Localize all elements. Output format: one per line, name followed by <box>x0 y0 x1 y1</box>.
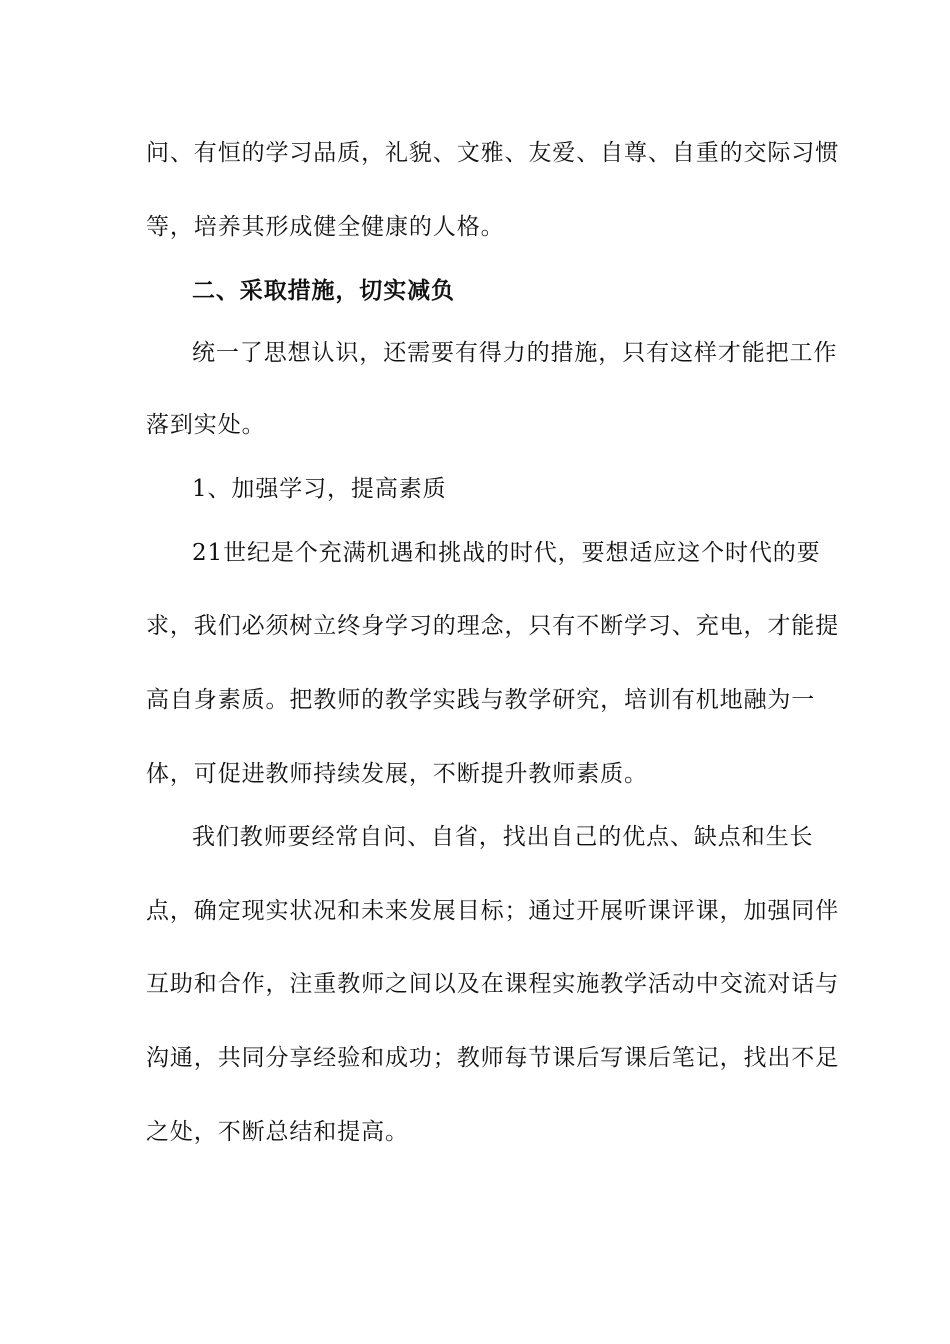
body-text-line: 沟通，共同分享经验和成功；教师每节课后写课后笔记，找出不足 <box>146 1045 840 1071</box>
section-heading: 二、采取措施，切实减负 <box>192 277 455 304</box>
body-text-line: 点，确定现实状况和未来发展目标；通过开展听课评课，加强同伴 <box>146 898 840 924</box>
body-text-line: 之处，不断总结和提高。 <box>146 1119 409 1145</box>
subsection-heading: 1、加强学习，提高素质 <box>192 476 447 502</box>
body-text-line: 互助和合作，注重教师之间以及在课程实施教学活动中交流对话与 <box>146 971 840 997</box>
paragraph-start-line: 我们教师要经常自问、自省，找出自己的优点、缺点和生长 <box>192 824 814 850</box>
paragraph-start-line: 统一了思想认识，还需要有得力的措施，只有这样才能把工作 <box>192 340 838 366</box>
paragraph-start-line: 21世纪是个充满机遇和挑战的时代，要想适应这个时代的要 <box>192 540 821 566</box>
body-text-line: 体，可促进教师持续发展，不断提升教师素质。 <box>146 761 648 787</box>
body-text-line: 等，培养其形成健全健康的人格。 <box>146 214 505 240</box>
body-text-line: 高自身素质。把教师的教学实践与教学研究，培训有机地融为一 <box>146 687 816 713</box>
body-text-line: 求，我们必须树立终身学习的理念，只有不断学习、充电，才能提 <box>146 613 840 639</box>
body-text-line: 落到实处。 <box>146 412 266 438</box>
body-text-line: 问、有恒的学习品质，礼貌、文雅、友爱、自尊、自重的交际习惯 <box>146 140 840 166</box>
